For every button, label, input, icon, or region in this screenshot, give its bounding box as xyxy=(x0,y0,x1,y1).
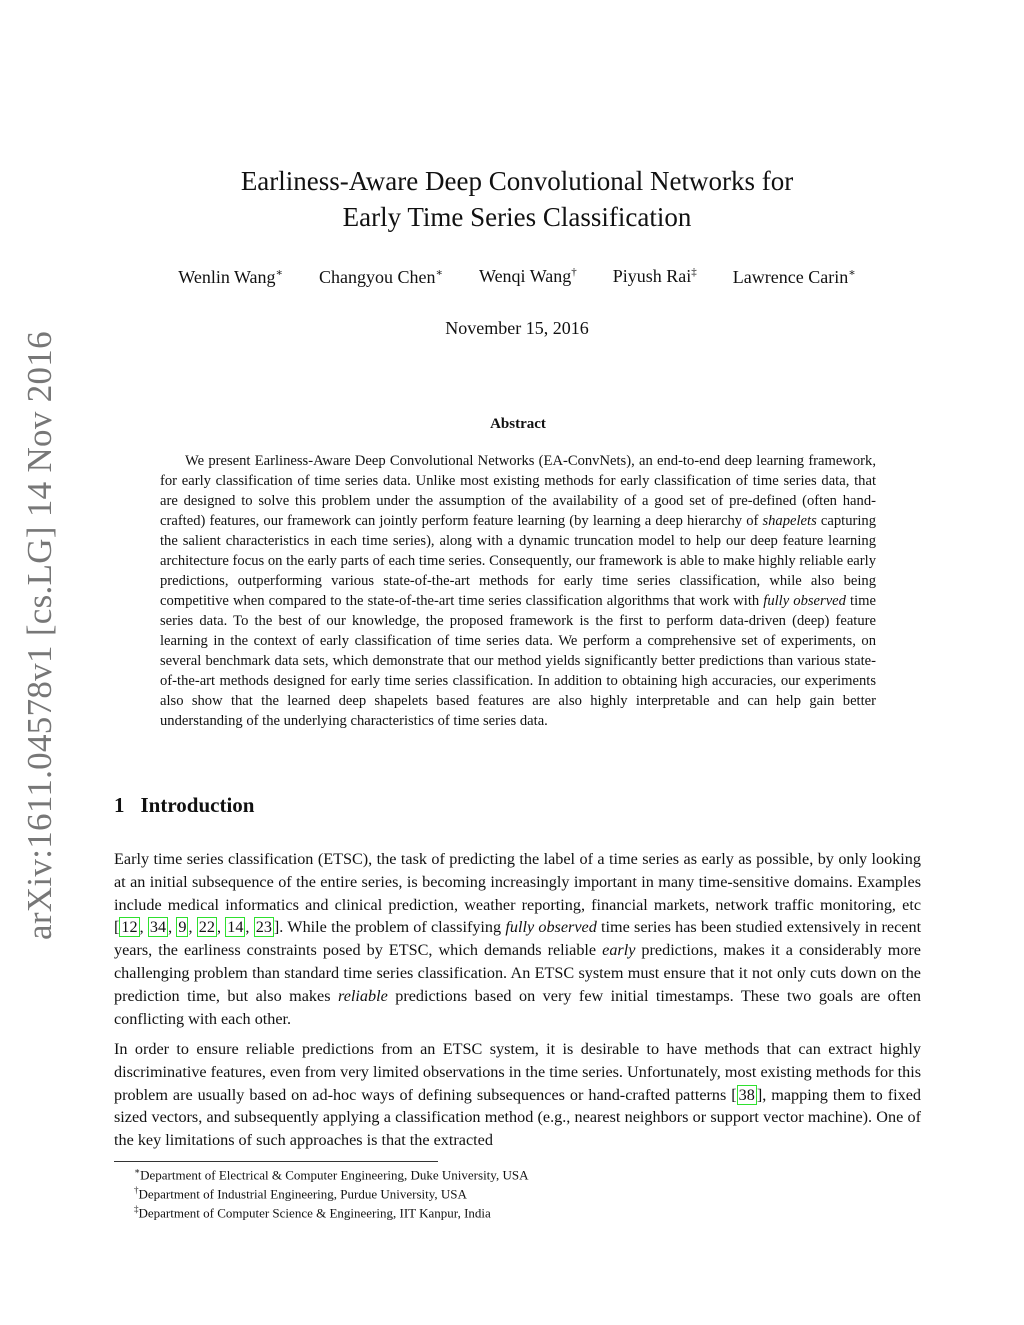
citation-link[interactable]: 12 xyxy=(121,918,138,937)
emphasis: early xyxy=(602,941,636,960)
author-name: Lawrence Carin xyxy=(732,267,849,287)
text: ]. While the problem of classifying xyxy=(273,918,506,937)
abstract-body xyxy=(160,451,876,731)
footnote-text: Department of Industrial Engineering, Purdue University, USA xyxy=(138,1186,467,1202)
footnote xyxy=(134,1204,491,1221)
footnote-mark: ∗ xyxy=(134,1166,141,1176)
author-name: Piyush Rai xyxy=(612,266,692,286)
author-name: Wenlin Wang xyxy=(178,267,276,287)
citation-link[interactable]: 34 xyxy=(149,918,167,937)
text: In order to ensure reliable predictions from an ETSC system, it is desirable to have methods that can extract highly discriminative features, even from very limited observations in the time series. Unfortunately, most existing methods for this problem are usually based on ad-hoc ways of defining subsequences or hand-crafted patterns [ xyxy=(114,1040,921,1104)
text: capturing the salient characteristics in each time series), along with a dynamic truncation model to help our deep feature learning architecture focus on the early parts of each time series. Consequently, our framework is able to make highly reliable early predictions, outperforming various state-of-the-art methods for early time series classification, while also being competitive when compared to the state-of-the-art time series classification algorithms that work with xyxy=(160,513,876,609)
author xyxy=(178,266,283,288)
citation-link[interactable]: 23 xyxy=(255,918,272,937)
emphasis: fully observed xyxy=(763,593,846,609)
citation-link[interactable]: 9 xyxy=(178,918,187,937)
section-heading xyxy=(114,793,254,818)
citation-link[interactable]: 22 xyxy=(198,918,215,937)
author xyxy=(733,266,856,288)
title-line: Early Time Series Classification xyxy=(342,202,692,232)
affiliation-mark: † xyxy=(571,266,577,278)
author xyxy=(613,266,697,288)
author-list xyxy=(0,266,1024,288)
affiliation-mark: ‡ xyxy=(691,266,697,278)
text: time series has been studied extensively in recent years, the earliness constraints posed by ETSC, which demands reliable xyxy=(114,918,922,960)
text: Early time series classification (ETSC), the task of predicting the label of a time series as early as possible, by only looking at an initial subsequence of the entire series, is becoming increasingly important in many time-sensitive domains. Examples include medical informatics and clinical prediction, weather reporting, financial markets, network traffic monitoring, etc [ xyxy=(114,850,921,937)
text: ], mapping them to fixed sized vectors, and subsequently applying a classification method (e.g., nearest neighbors or support vector machine). One of the key limitations of such approaches is that the extracted xyxy=(114,1085,921,1150)
paper-title xyxy=(0,163,1024,235)
text: predictions, makes it a considerably more challenging problem than standard time series classification. An ETSC system must ensure that it not only cuts down on the prediction time, but also makes xyxy=(114,941,921,1005)
paragraph xyxy=(114,1038,921,1152)
author-name: Changyou Chen xyxy=(319,267,436,287)
footnote-text: Department of Computer Science & Engineering, IIT Kanpur, India xyxy=(138,1205,491,1221)
citation-link[interactable]: 38 xyxy=(738,1085,755,1104)
emphasis: fully observed xyxy=(505,918,597,937)
section-number: 1 xyxy=(114,793,125,817)
affiliation-mark: ∗ xyxy=(435,267,444,279)
footnote xyxy=(134,1166,528,1183)
footnote xyxy=(134,1185,467,1202)
text: We present Earliness-Aware Deep Convolutional Networks (EA-ConvNets), an end-to-end deep learning framework, for early classification of time series data. Unlike most existing methods for early classification of time series data, that are designed to solve this problem under the assumption of the availability of a good set of pre-defined (often hand-crafted) features, our framework can jointly perform feature learning (by learning a deep hierarchy of xyxy=(160,453,876,529)
section-title: Introduction xyxy=(140,793,255,817)
emphasis: shapelets xyxy=(762,513,817,529)
text: predictions based on very few initial timestamps. These two goals are often conflicting with each other. xyxy=(114,986,921,1028)
affiliation-mark: ∗ xyxy=(275,267,284,279)
date: November 15, 2016 xyxy=(445,318,589,338)
text: time series data. To the best of our knowledge, the proposed framework is the first to perform data-driven (deep) feature learning in the context of early classification of time series data. We perform a comprehensive set of experiments, on several benchmark data sets, which demonstrate that our method yields significantly better predictions than various state-of-the-art methods designed for early time series classification. In addition to obtaining high accuracies, our experiments also show that the learned deep shapelets based features are also highly interpretable and can help gain better understanding of the underlying characteristics of time series data. xyxy=(160,593,876,729)
arxiv-stamp: arXiv:1611.04578v1 [cs.LG] 14 Nov 2016 xyxy=(20,331,59,940)
footnote-mark: † xyxy=(134,1185,139,1195)
affiliation-mark: ∗ xyxy=(848,267,856,279)
author-name: Wenqi Wang xyxy=(479,266,572,286)
footnote-text: Department of Electrical & Computer Engineering, Duke University, USA xyxy=(140,1167,529,1183)
abstract-heading: Abstract xyxy=(490,416,546,432)
citation-link[interactable]: 14 xyxy=(227,918,244,937)
paragraph: Early time series classification (ETSC), the task of predicting the label of a time series as early as possible, by only looking at an initial subsequence of the entire series, is becoming increasingly important in many time-sensitive domains. Examples include medical informatics and clinical prediction, weather reporting, financial markets, network traffic monitoring, etc [ 12 , 34 , 9 , 22 , 14 , 23 ]. While the problem of classifying fully observed time series has been studied extensively in recent years, the earliness constraints posed by ETSC, which demands reliable early predictions, makes it a considerably more challenging problem than standard time series classification. An ETSC system must ensure that it not only cuts down on the prediction time, but also makes reliable predictions based on very few initial timestamps. These two goals are often conflicting with each other. xyxy=(114,850,922,1028)
author xyxy=(319,266,443,288)
footnote-mark: ‡ xyxy=(134,1204,139,1214)
footnote-rule xyxy=(114,1161,438,1162)
title-line: Earliness-Aware Deep Convolutional Networks for xyxy=(240,166,794,196)
author xyxy=(479,266,577,288)
emphasis: reliable xyxy=(338,986,388,1005)
